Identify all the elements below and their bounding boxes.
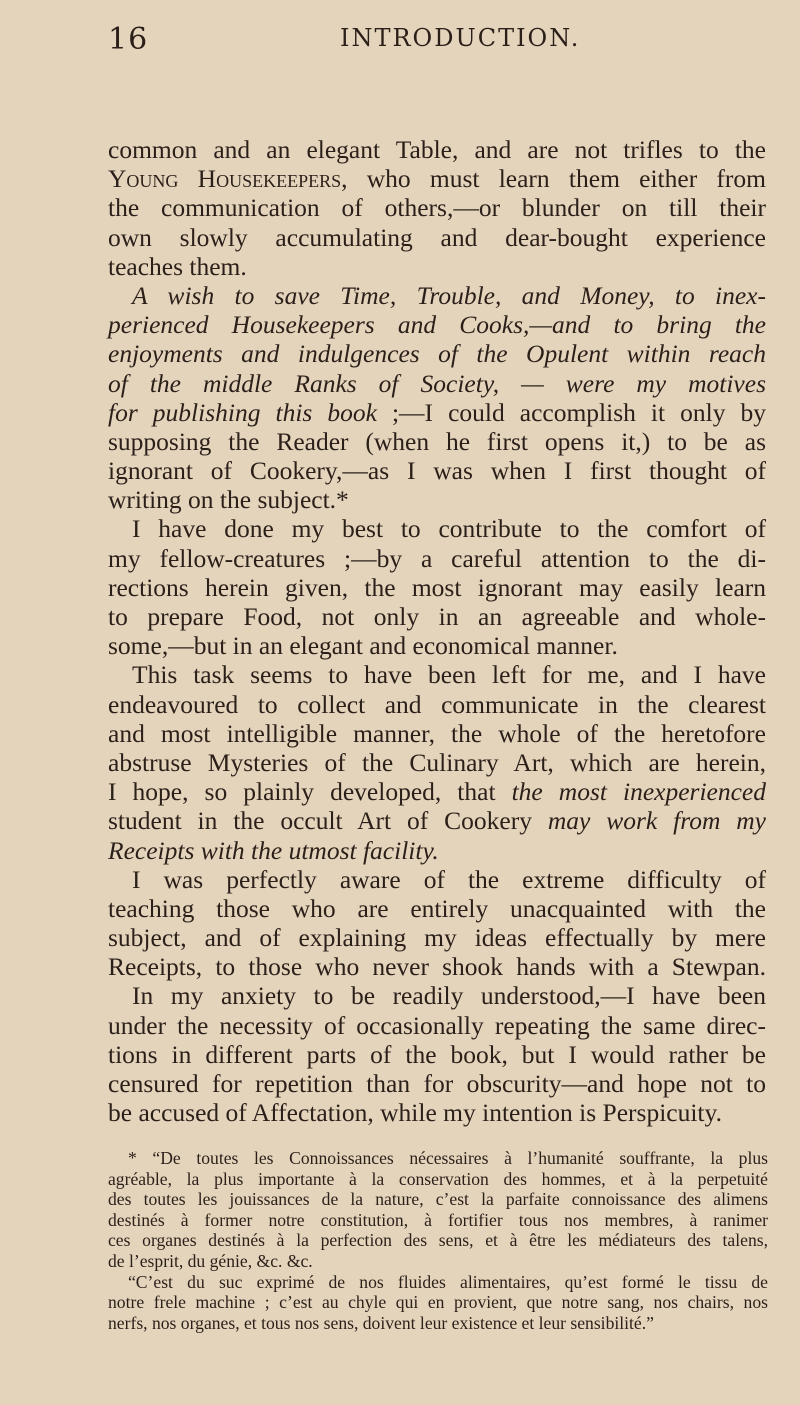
text-line bbox=[108, 660, 766, 689]
text-line bbox=[108, 836, 766, 865]
text-span: teaching those who are entirely unacquainted with the bbox=[108, 893, 766, 923]
text-line bbox=[108, 135, 766, 164]
text-line bbox=[108, 923, 766, 952]
text-span: A wish to save Time, Trouble, and Money, to inex- bbox=[132, 280, 766, 310]
text-line bbox=[108, 310, 766, 339]
text-span: subject, and of explaining my ideas effectually by mere bbox=[108, 923, 766, 953]
text-line bbox=[108, 1098, 766, 1127]
text-span: abstruse Mysteries of the Culinary Art, which are herein, bbox=[108, 747, 766, 777]
text-line bbox=[108, 193, 766, 222]
text-span: Receipts with the utmost facility. bbox=[108, 835, 439, 865]
footnote-line: notre frele machine ; c’est au chyle qui en provient, que notre sang, nos chairs, nos bbox=[108, 1292, 768, 1313]
text-span: rections herein given, the most ignorant may easily learn bbox=[108, 572, 766, 602]
text-line bbox=[108, 748, 766, 777]
text-span: ignorant of Cookery,—as I was when I first thought of bbox=[108, 456, 766, 486]
text-span: to prepare Food, not only in an agreeable and whole- bbox=[108, 602, 766, 631]
text-span: I hope, so plainly developed, that bbox=[108, 777, 512, 807]
text-line bbox=[108, 456, 766, 485]
text-span: writing on the subject.* bbox=[108, 485, 349, 515]
text-line bbox=[108, 806, 766, 835]
text-span: Receipts, to those who never shook hands with a Stewpan. bbox=[108, 952, 766, 982]
text-span: may work from my bbox=[547, 806, 766, 836]
page-number: 16 bbox=[108, 22, 149, 57]
text-line bbox=[108, 485, 766, 514]
text-line bbox=[108, 777, 766, 806]
text-span: I was perfectly aware of the extreme difficulty of bbox=[132, 864, 766, 894]
text-span: some,—but in an elegant and economical manner. bbox=[108, 631, 618, 661]
footnote bbox=[108, 1148, 768, 1333]
text-line bbox=[108, 339, 766, 368]
footnote-line: “C’est du suc exprimé de nos fluides alimentaires, qu’est formé le tissu de bbox=[128, 1271, 768, 1292]
text-line bbox=[108, 602, 766, 631]
text-line bbox=[108, 631, 766, 660]
text-line bbox=[108, 865, 766, 894]
text-line bbox=[108, 427, 766, 456]
text-line bbox=[108, 398, 766, 427]
text-span: enjoyments and indulgences of the Opulent within reach bbox=[108, 339, 766, 369]
text-line bbox=[108, 894, 766, 923]
text-span: supposing the Reader (when he first opens it,) to be as bbox=[108, 426, 766, 456]
footnote-line: agréable, la plus importante à la conservation des hommes, et à la perpetuité bbox=[108, 1168, 768, 1189]
text-span: be accused of Affectation, while my intention is Perspicuity. bbox=[108, 1098, 722, 1128]
text-span: This task seems to have been left for me, and I have bbox=[132, 660, 766, 690]
text-span: of the middle Ranks of Society, — were my motives bbox=[108, 368, 766, 398]
text-line bbox=[108, 981, 766, 1010]
text-span: Young Housekeepers bbox=[108, 164, 342, 194]
footnote-line: de l’esprit, du génie, &c. &c. bbox=[108, 1250, 313, 1271]
footnote-line: des toutes les jouissances de la nature, c’est la parfaite connoissance des alimens bbox=[108, 1189, 768, 1210]
text-span: for publishing this book bbox=[108, 397, 377, 427]
text-line bbox=[108, 1040, 766, 1069]
text-span: I have done my best to contribute to the comfort of bbox=[132, 514, 766, 544]
text-span: under the necessity of occasionally repeating the same direc- bbox=[108, 1010, 766, 1040]
text-line bbox=[108, 369, 766, 398]
text-span: own slowly accumulating and dear-bought experience bbox=[108, 222, 766, 252]
footnote-line: nerfs, nos organes, et tous nos sens, doivent leur existence et leur sensibilité.” bbox=[108, 1312, 654, 1333]
text-span: my fellow-creatures ;—by a careful attention to the di- bbox=[108, 543, 766, 573]
text-span: ;—I could accomplish it only by bbox=[376, 397, 766, 427]
running-header bbox=[108, 22, 768, 62]
text-span: the most inexperienced bbox=[511, 777, 767, 807]
text-line bbox=[108, 1069, 766, 1098]
text-line bbox=[108, 281, 766, 310]
text-line bbox=[108, 514, 766, 543]
text-span: student in the occult Art of Cookery bbox=[108, 806, 548, 836]
text-span: censured for repetition than for obscurity—and hope not to bbox=[108, 1069, 766, 1098]
text-line bbox=[108, 690, 766, 719]
text-span: In my anxiety to be readily understood,—I have been bbox=[132, 981, 766, 1011]
footnote-line: ces organes destinés à la perfection des sens, et à être les médiateurs des talens, bbox=[108, 1230, 768, 1251]
text-line bbox=[108, 223, 766, 252]
text-span: the communication of others,—or blunder on till their bbox=[108, 193, 766, 223]
text-span: and most intelligible manner, the whole of the heretofore bbox=[108, 718, 766, 748]
text-line bbox=[108, 719, 766, 748]
text-span: , who must learn them either from bbox=[341, 164, 767, 194]
running-title: INTRODUCTION. bbox=[340, 24, 581, 52]
text-line bbox=[108, 252, 766, 281]
text-line bbox=[108, 1011, 766, 1040]
text-span: endeavoured to collect and communicate in the clearest bbox=[108, 689, 766, 719]
footnote-line: * “De toutes les Connoissances nécessaires à l’humanité souffrante, la plus bbox=[128, 1148, 768, 1168]
body-text bbox=[108, 135, 766, 1127]
text-line bbox=[108, 164, 766, 193]
text-span: perienced Housekeepers and Cooks,—and to bring the bbox=[108, 310, 766, 340]
text-span: tions in different parts of the book, but I would rather be bbox=[108, 1039, 766, 1069]
text-span: common and an elegant Table, and are not trifles to the bbox=[108, 135, 766, 164]
text-line bbox=[108, 544, 766, 573]
text-span: teaches them. bbox=[108, 251, 247, 281]
footnote-line: destinés à former notre constitution, à fortifier tous nos membres, à ranimer bbox=[108, 1209, 768, 1230]
text-line bbox=[108, 952, 766, 981]
text-line bbox=[108, 573, 766, 602]
